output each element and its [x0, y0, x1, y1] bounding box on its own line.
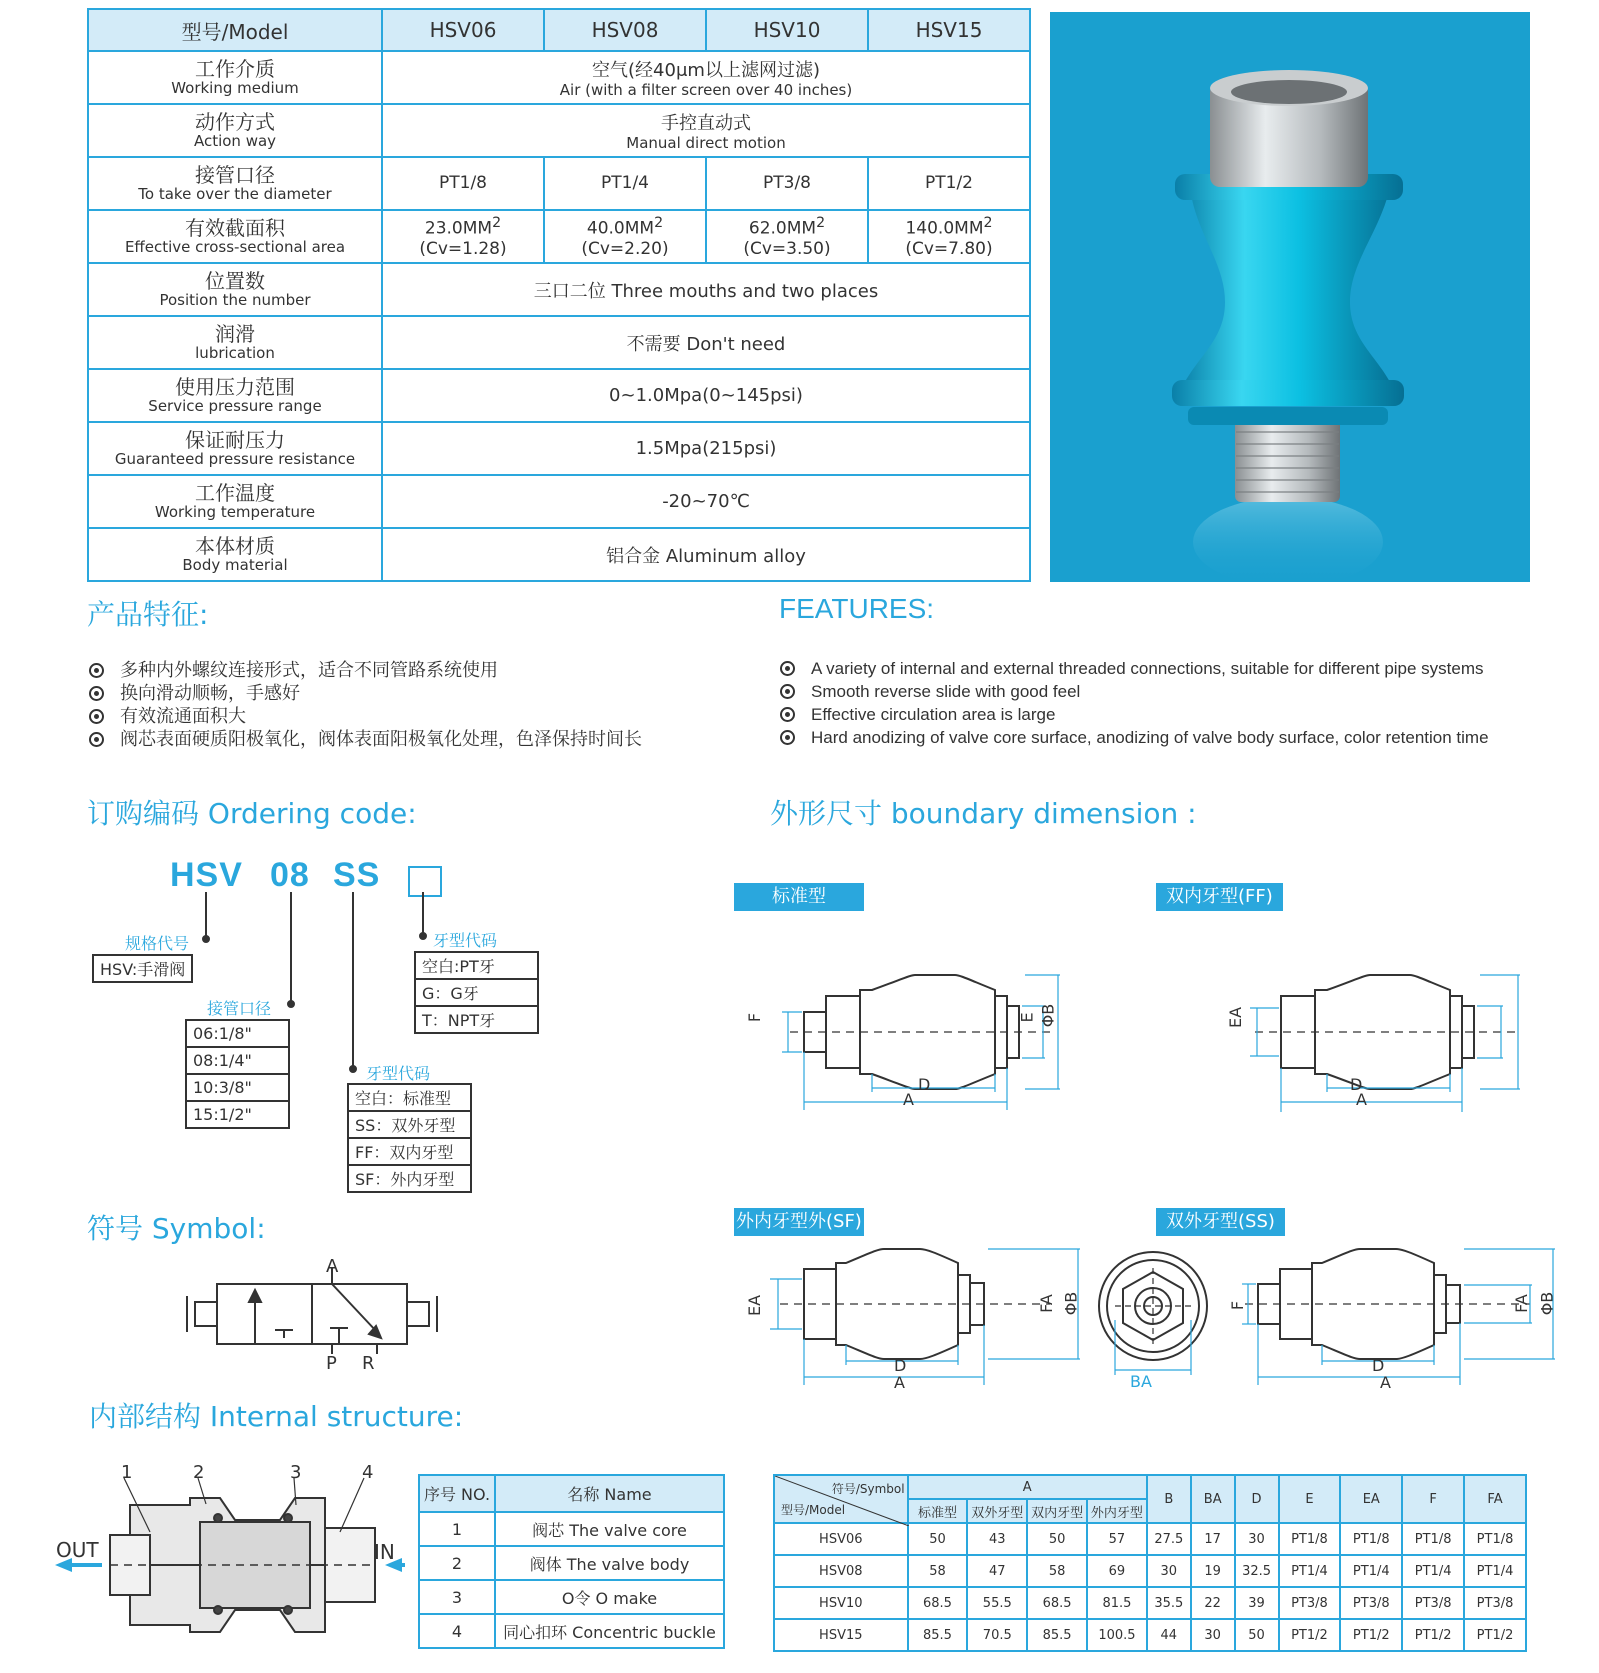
spec-row-label [88, 369, 382, 422]
label-zh: 接管口径 [195, 162, 275, 187]
label-en: Position the number [159, 290, 311, 309]
dims-cell: PT1/4 [1464, 1555, 1526, 1587]
type-option: SF：外内牙型 [348, 1165, 471, 1192]
value-en: Manual direct motion [626, 134, 786, 152]
drawing-ss [1240, 1245, 1560, 1395]
part-name: O令 O make [495, 1580, 724, 1614]
dims-model: HSV15 [774, 1619, 908, 1651]
tag-ss: 双外牙型(SS) [1156, 1208, 1285, 1236]
drawing-standard [760, 960, 1070, 1120]
spec-row [88, 316, 1030, 369]
dims-cell: 50 [1235, 1619, 1279, 1651]
dims-header: BA [1191, 1475, 1235, 1523]
bullet-icon [780, 707, 795, 722]
thread-code-table [414, 951, 539, 1034]
dim-fa: FA [1511, 1294, 1531, 1313]
dimensions-table [773, 1474, 1527, 1652]
in-label: IN [374, 1540, 395, 1564]
dims-cell: 19 [1191, 1555, 1235, 1587]
valve-symbol [185, 1258, 455, 1376]
dims-header: FA [1464, 1475, 1526, 1523]
dims-cell: PT1/4 [1402, 1555, 1464, 1587]
value-zh: 空气(经40μm以上滤网过滤) [592, 60, 820, 81]
dim-a: A [894, 1373, 905, 1392]
port-option: 10:3/8" [186, 1074, 289, 1101]
spec-row-value: 1.5Mpa(215psi) [382, 422, 1030, 475]
spec-row-label [88, 104, 382, 157]
spec-row-value [382, 104, 1030, 157]
dims-cell: 85.5 [908, 1619, 968, 1651]
parts-header-no: 序号 NO. [419, 1475, 495, 1512]
spec-row [88, 422, 1030, 475]
dims-cell: 70.5 [967, 1619, 1027, 1651]
dims-cell: 30 [1147, 1555, 1191, 1587]
dims-cell: PT3/8 [1464, 1587, 1526, 1619]
spec-row-label [88, 528, 382, 581]
dims-cell: 81.5 [1087, 1587, 1147, 1619]
dim-b: ΦB [1038, 1003, 1058, 1028]
features-list-en [780, 657, 1489, 749]
spec-row-label [88, 475, 382, 528]
label-en: Guaranteed pressure resistance [114, 449, 356, 468]
dims-cell: 30 [1191, 1619, 1235, 1651]
spec-row-label [88, 51, 382, 104]
drawing-end-view [1095, 1250, 1240, 1390]
thread-option: 空白:PT牙 [415, 952, 538, 979]
dim-f: F [1228, 1300, 1248, 1311]
dims-cell: PT1/8 [1402, 1523, 1464, 1555]
dims-cell: PT1/8 [1340, 1523, 1402, 1555]
area-sup: 2 [654, 214, 664, 231]
spec-row [88, 369, 1030, 422]
dims-model: HSV10 [774, 1587, 908, 1619]
table-row [774, 1587, 1526, 1619]
type-option: SS：双外牙型 [348, 1111, 471, 1138]
dims-header: EA [1340, 1475, 1402, 1523]
part-name: 阀芯 The valve core [495, 1512, 724, 1546]
spec-cell: PT3/8 [706, 157, 868, 210]
thread-code-label: 牙型代码 [433, 931, 498, 950]
symbol-title: 符号 Symbol: [87, 1212, 266, 1245]
code-type: SS [333, 856, 381, 894]
symbol-label: 符号/Symbol [831, 1482, 905, 1496]
spec-code-label: 规格代号 [125, 934, 190, 953]
dims-cell: 35.5 [1147, 1587, 1191, 1619]
dims-cell: PT3/8 [1279, 1587, 1341, 1619]
dims-cell: PT1/2 [1464, 1619, 1526, 1651]
parts-header-name: 名称 Name [495, 1475, 724, 1512]
cv-value: (Cv=7.80) [905, 239, 993, 260]
part-name: 阀体 The valve body [495, 1546, 724, 1580]
part-no: 1 [419, 1512, 495, 1546]
table-row [419, 1512, 724, 1546]
dims-cell: 17 [1191, 1523, 1235, 1555]
dims-subheader: 双内牙型 [1027, 1499, 1087, 1523]
spec-header-row [88, 9, 1030, 51]
thread-option: G：G牙 [415, 979, 538, 1006]
dims-cell: 100.5 [1087, 1619, 1147, 1651]
dim-d: D [894, 1356, 907, 1375]
spec-row-label [88, 157, 382, 210]
drawing-sf [760, 1245, 1090, 1395]
spec-row-label [88, 422, 382, 475]
area-sup: 2 [816, 214, 826, 231]
dims-model: HSV08 [774, 1555, 908, 1587]
callout-3: 3 [290, 1462, 302, 1483]
dims-cell: PT1/8 [1464, 1523, 1526, 1555]
part-name: 同心扣环 Concentric buckle [495, 1614, 724, 1648]
label-en: Effective cross-sectional area [124, 237, 346, 256]
dims-cell: PT1/2 [1402, 1619, 1464, 1651]
label-en: lubrication [195, 343, 275, 362]
spec-row [88, 528, 1030, 581]
area-sup: 2 [492, 214, 502, 231]
dim-d: D [1372, 1356, 1385, 1375]
bullet-icon [89, 732, 104, 747]
dims-cell: 55.5 [967, 1587, 1027, 1619]
label-en: Body material [182, 555, 288, 574]
value-en: Air (with a filter screen over 40 inches) [559, 81, 853, 99]
label-zh: 保证耐压力 [185, 427, 285, 452]
feature-item: 换向滑动顺畅，手感好 [89, 682, 642, 705]
spec-cell: PT1/2 [868, 157, 1030, 210]
spec-row [88, 51, 1030, 104]
spec-cell [868, 210, 1030, 263]
features-title-en: FEATURES: [779, 593, 935, 624]
dim-a: A [903, 1090, 914, 1109]
spec-row-value [382, 51, 1030, 104]
dims-header: E [1279, 1475, 1341, 1523]
dims-cell: 68.5 [908, 1587, 968, 1619]
internal-structure-drawing [50, 1460, 405, 1635]
tag-ff: 双内牙型(FF) [1156, 883, 1283, 911]
area-sup: 2 [983, 214, 993, 231]
features-list-zh [89, 659, 642, 751]
dims-cell: 39 [1235, 1587, 1279, 1619]
spec-cell [382, 210, 544, 263]
out-label: OUT [56, 1538, 99, 1562]
spec-row-value: 不需要 Don't need [382, 316, 1030, 369]
thread-option: T：NPT牙 [415, 1006, 538, 1033]
spec-header-col: HSV06 [382, 9, 544, 51]
feature-item: Smooth reverse slide with good feel [780, 680, 1489, 703]
part-no: 3 [419, 1580, 495, 1614]
spec-cell: PT1/8 [382, 157, 544, 210]
dims-header-a: A [908, 1475, 1147, 1499]
spec-header-model: 型号/Model [88, 9, 382, 51]
dims-subheader: 标准型 [908, 1499, 968, 1523]
dim-b: ΦB [1061, 1291, 1081, 1316]
dims-cell: 85.5 [1027, 1619, 1087, 1651]
label-zh: 动作方式 [195, 109, 275, 134]
spec-row [88, 104, 1030, 157]
spec-cell [544, 210, 706, 263]
dims-cell: 27.5 [1147, 1523, 1191, 1555]
dims-corner-cell [774, 1475, 908, 1523]
spec-row-label [88, 316, 382, 369]
label-zh: 工作介质 [195, 56, 275, 81]
tag-standard: 标准型 [734, 883, 864, 911]
valve-illustration [1050, 12, 1530, 582]
dims-cell: 30 [1235, 1523, 1279, 1555]
product-photo [1050, 12, 1530, 582]
dims-cell: PT1/2 [1340, 1619, 1402, 1651]
spec-code-table [92, 954, 193, 983]
bullet-icon [780, 730, 795, 745]
symbol-label-a: A [326, 1256, 339, 1277]
features-title-zh: 产品特征: [87, 598, 209, 631]
table-row [419, 1546, 724, 1580]
spec-table [87, 8, 1031, 582]
type-option: 空白：标准型 [348, 1084, 471, 1111]
label-en: Service pressure range [148, 396, 322, 415]
port-option: 15:1/2" [186, 1101, 289, 1128]
label-en: Working temperature [154, 502, 316, 521]
feature-item: 多种内外螺纹连接形式，适合不同管路系统使用 [89, 659, 642, 682]
dims-header: F [1402, 1475, 1464, 1523]
dim-ba: BA [1130, 1372, 1152, 1391]
bullet-icon [780, 661, 795, 676]
label-en: Action way [193, 131, 277, 150]
dims-cell: 69 [1087, 1555, 1147, 1587]
label-zh: 使用压力范围 [175, 374, 295, 399]
dim-f: F [745, 1012, 765, 1023]
dims-cell: PT1/8 [1279, 1523, 1341, 1555]
spec-row-label [88, 210, 382, 263]
internal-title: 内部结构 Internal structure: [89, 1400, 464, 1433]
spec-header-col: HSV08 [544, 9, 706, 51]
spec-row [88, 475, 1030, 528]
symbol-label-p: P [326, 1353, 337, 1374]
value-zh: 手控直动式 [661, 113, 751, 134]
label-zh: 润滑 [215, 321, 255, 346]
drawing-ff [1245, 960, 1535, 1120]
dims-subheader: 双外牙型 [967, 1499, 1027, 1523]
code-series: HSV [170, 856, 243, 894]
area-value: 40.0MM [586, 218, 655, 239]
cv-value: (Cv=3.50) [743, 239, 831, 260]
parts-table [418, 1474, 725, 1649]
table-row [774, 1619, 1526, 1651]
part-no: 2 [419, 1546, 495, 1580]
dim-b: ΦB [1537, 1291, 1557, 1316]
dims-cell: 57 [1087, 1523, 1147, 1555]
spec-header-col: HSV10 [706, 9, 868, 51]
table-row [419, 1614, 724, 1648]
dims-cell: 68.5 [1027, 1587, 1087, 1619]
area-value: 140.0MM [905, 218, 984, 239]
dims-header: D [1235, 1475, 1279, 1523]
feature-item: 有效流通面积大 [89, 705, 642, 728]
dims-cell: 58 [1027, 1555, 1087, 1587]
part-no: 4 [419, 1614, 495, 1648]
spec-row-value: -20~70℃ [382, 475, 1030, 528]
feature-item: Hard anodizing of valve core surface, anodizing of valve body surface, color retention time [780, 726, 1489, 749]
feature-item: A variety of internal and external threaded connections, suitable for different pipe systems [780, 657, 1489, 680]
label-zh: 工作温度 [195, 480, 275, 505]
port-code-table [185, 1019, 290, 1129]
dims-cell: PT3/8 [1340, 1587, 1402, 1619]
dims-cell: 50 [908, 1523, 968, 1555]
dims-cell: PT1/2 [1279, 1619, 1341, 1651]
model-label: 型号/Model [781, 1503, 846, 1517]
type-option: FF：双内牙型 [348, 1138, 471, 1165]
port-option: 08:1/4" [186, 1047, 289, 1074]
dim-a: A [1380, 1373, 1391, 1392]
callout-2: 2 [193, 1462, 205, 1483]
label-zh: 本体材质 [195, 533, 275, 558]
dims-cell: 47 [967, 1555, 1027, 1587]
spec-code-value: HSV:手滑阀 [93, 955, 192, 982]
bullet-icon [89, 663, 104, 678]
port-code-label: 接管口径 [207, 999, 272, 1018]
dims-cell: 44 [1147, 1619, 1191, 1651]
table-row [774, 1523, 1526, 1555]
area-value: 62.0MM [748, 218, 817, 239]
dim-a: A [1356, 1090, 1367, 1109]
spec-cell: PT1/4 [544, 157, 706, 210]
feature-item: Effective circulation area is large [780, 703, 1489, 726]
port-option: 06:1/8" [186, 1020, 289, 1047]
table-row [774, 1555, 1526, 1587]
label-zh: 位置数 [205, 268, 265, 293]
type-code-table [347, 1083, 472, 1193]
spec-row [88, 263, 1030, 316]
dims-cell: PT1/4 [1340, 1555, 1402, 1587]
dim-fa: FA [1036, 1294, 1056, 1313]
dims-model: HSV06 [774, 1523, 908, 1555]
spec-row [88, 157, 1030, 210]
spec-row-value: 三口二位 Three mouths and two places [382, 263, 1030, 316]
dims-cell: 43 [967, 1523, 1027, 1555]
dim-d: D [918, 1075, 931, 1094]
bullet-icon [89, 709, 104, 724]
dims-header: B [1147, 1475, 1191, 1523]
spec-row-value: 0~1.0Mpa(0~145psi) [382, 369, 1030, 422]
dims-cell: PT1/4 [1279, 1555, 1341, 1587]
area-value: 23.0MM [424, 218, 493, 239]
dim-ea: EA [745, 1294, 765, 1317]
spec-row-value: 铝合金 Aluminum alloy [382, 528, 1030, 581]
spec-cell [706, 210, 868, 263]
ordering-title: 订购编码 Ordering code: [87, 797, 417, 830]
dims-subheader: 外内牙型 [1087, 1499, 1147, 1523]
cv-value: (Cv=1.28) [419, 239, 507, 260]
label-zh: 有效截面积 [185, 215, 285, 240]
dims-cell: PT3/8 [1402, 1587, 1464, 1619]
callout-4: 4 [362, 1462, 374, 1483]
bullet-icon [89, 686, 104, 701]
dim-e: E [1017, 1012, 1037, 1023]
spec-row-label [88, 263, 382, 316]
spec-header-col: HSV15 [868, 9, 1030, 51]
type-code-label: 牙型代码 [366, 1064, 431, 1083]
label-en: To take over the diameter [138, 184, 332, 203]
tag-sf: 外内牙型外(SF) [734, 1208, 864, 1236]
dims-cell: 32.5 [1235, 1555, 1279, 1587]
callout-1: 1 [121, 1462, 133, 1483]
feature-item: 阀芯表面硬质阳极氧化，阀体表面阳极氧化处理，色泽保持时间长 [89, 728, 642, 751]
label-en: Working medium [171, 78, 299, 97]
boundary-title: 外形尺寸 boundary dimension : [770, 797, 1197, 830]
spec-row [88, 210, 1030, 263]
dims-cell: 58 [908, 1555, 968, 1587]
dims-cell: 22 [1191, 1587, 1235, 1619]
dims-cell: 50 [1027, 1523, 1087, 1555]
code-port: 08 [270, 856, 310, 894]
bullet-icon [780, 684, 795, 699]
dim-ea: EA [1226, 1006, 1246, 1029]
table-row [419, 1580, 724, 1614]
dim-d: D [1350, 1075, 1363, 1094]
symbol-label-r: R [362, 1353, 375, 1374]
cv-value: (Cv=2.20) [581, 239, 669, 260]
